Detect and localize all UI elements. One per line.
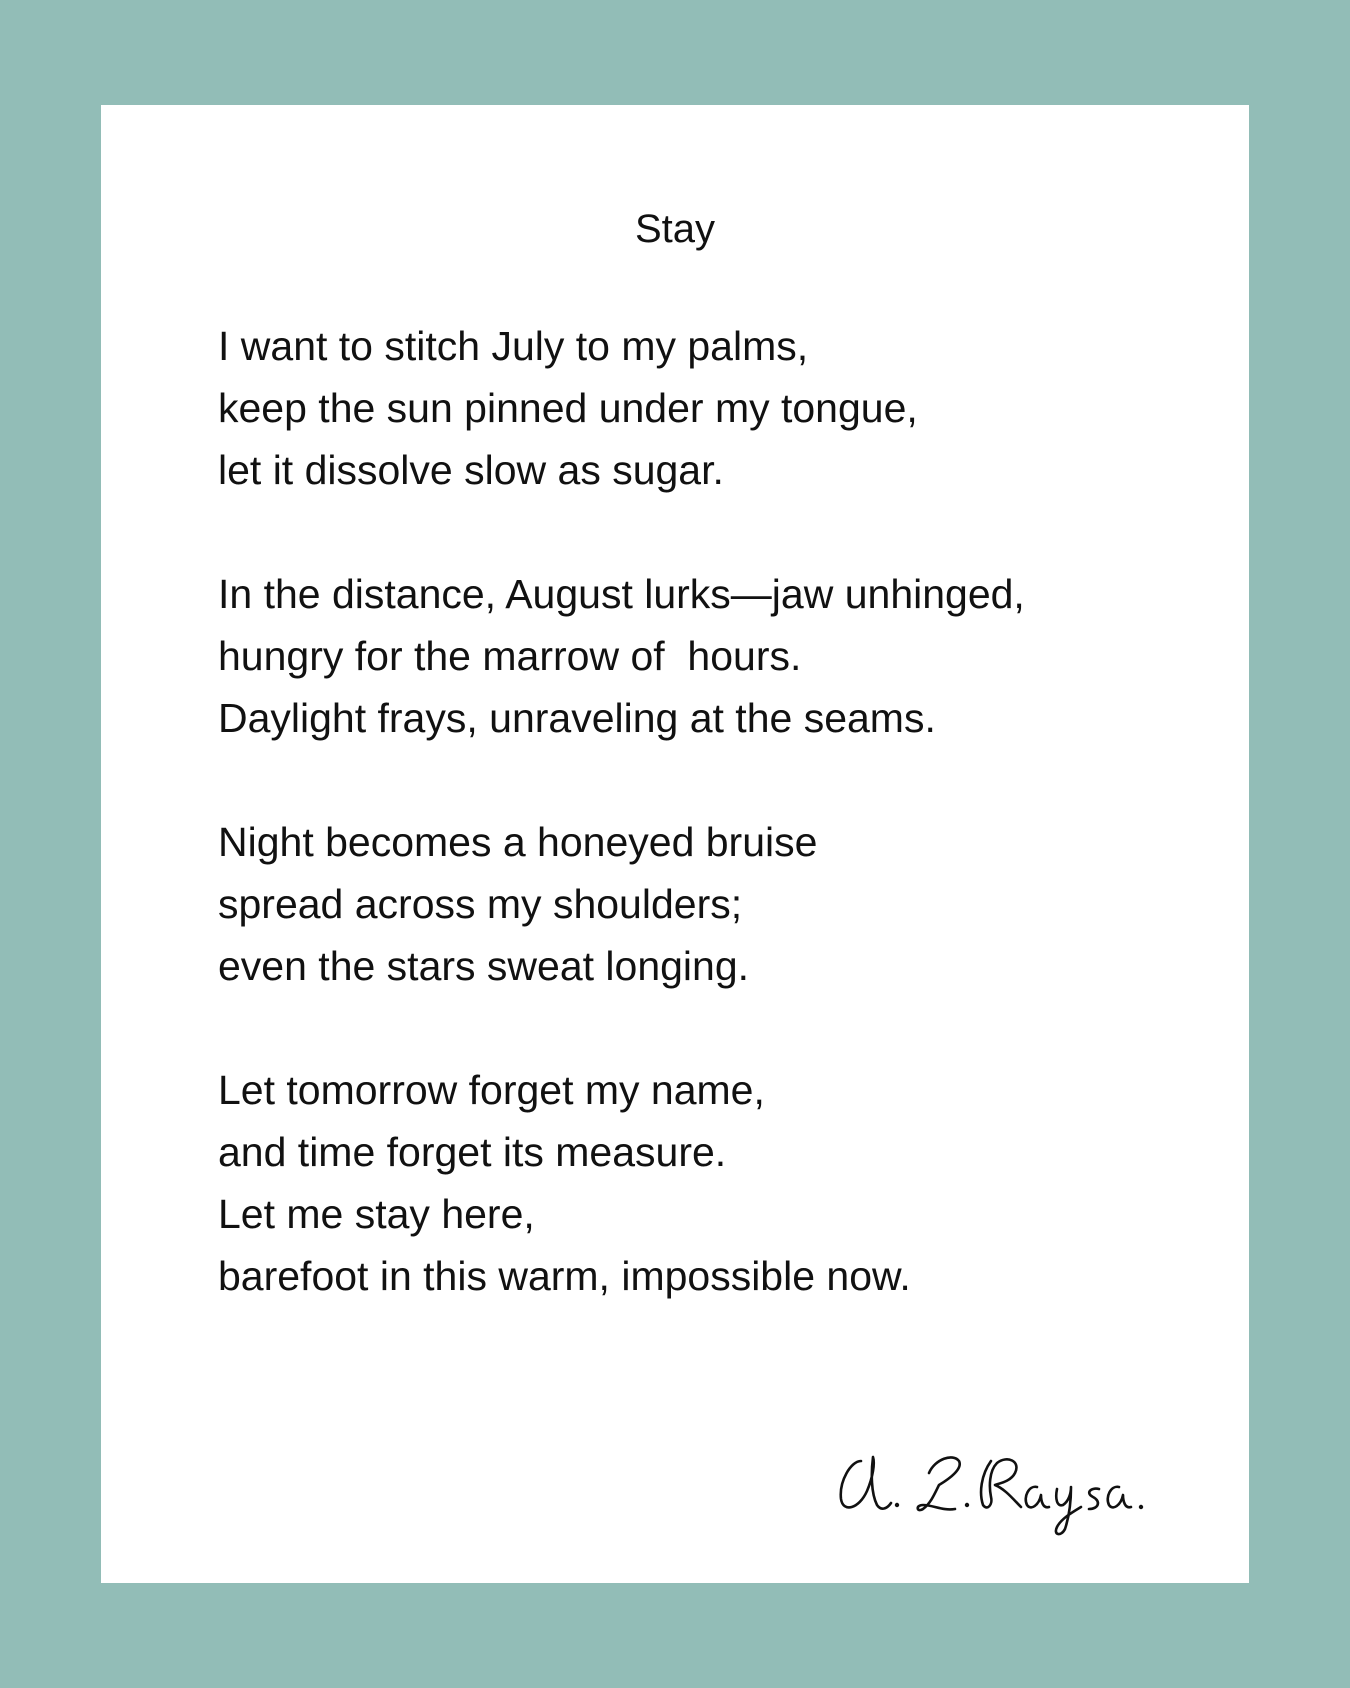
poem-line: Let me stay here,: [218, 1191, 535, 1237]
poem-line: Let tomorrow forget my name,: [218, 1067, 765, 1113]
poem-card: [101, 105, 1249, 1583]
poem-line: let it dissolve slow as sugar.: [218, 447, 724, 493]
poem-line: In the distance, August lurks—jaw unhinged,: [218, 571, 1025, 617]
poem-line: Night becomes a honeyed bruise: [218, 819, 818, 865]
handwritten-signature: [831, 1401, 1161, 1541]
stanza-3: [218, 811, 1218, 997]
poem-title: Stay: [634, 207, 716, 251]
stanza-4: [218, 1059, 1218, 1307]
poem-line: keep the sun pinned under my tongue,: [218, 385, 918, 431]
stanza-2: [218, 563, 1218, 749]
poem-line: even the stars sweat longing.: [218, 943, 750, 989]
poem-body: [218, 315, 1218, 1369]
poem-line: Daylight frays, unraveling at the seams.: [218, 695, 936, 741]
poem-line: I want to stitch July to my palms,: [218, 323, 809, 369]
poem-line: and time forget its measure.: [218, 1129, 727, 1175]
poem-line: barefoot in this warm, impossible now.: [218, 1253, 911, 1299]
poem-line: spread across my shoulders;: [218, 881, 743, 927]
poem-line: hungry for the marrow of hours.: [218, 633, 802, 679]
stanza-1: [218, 315, 1218, 501]
